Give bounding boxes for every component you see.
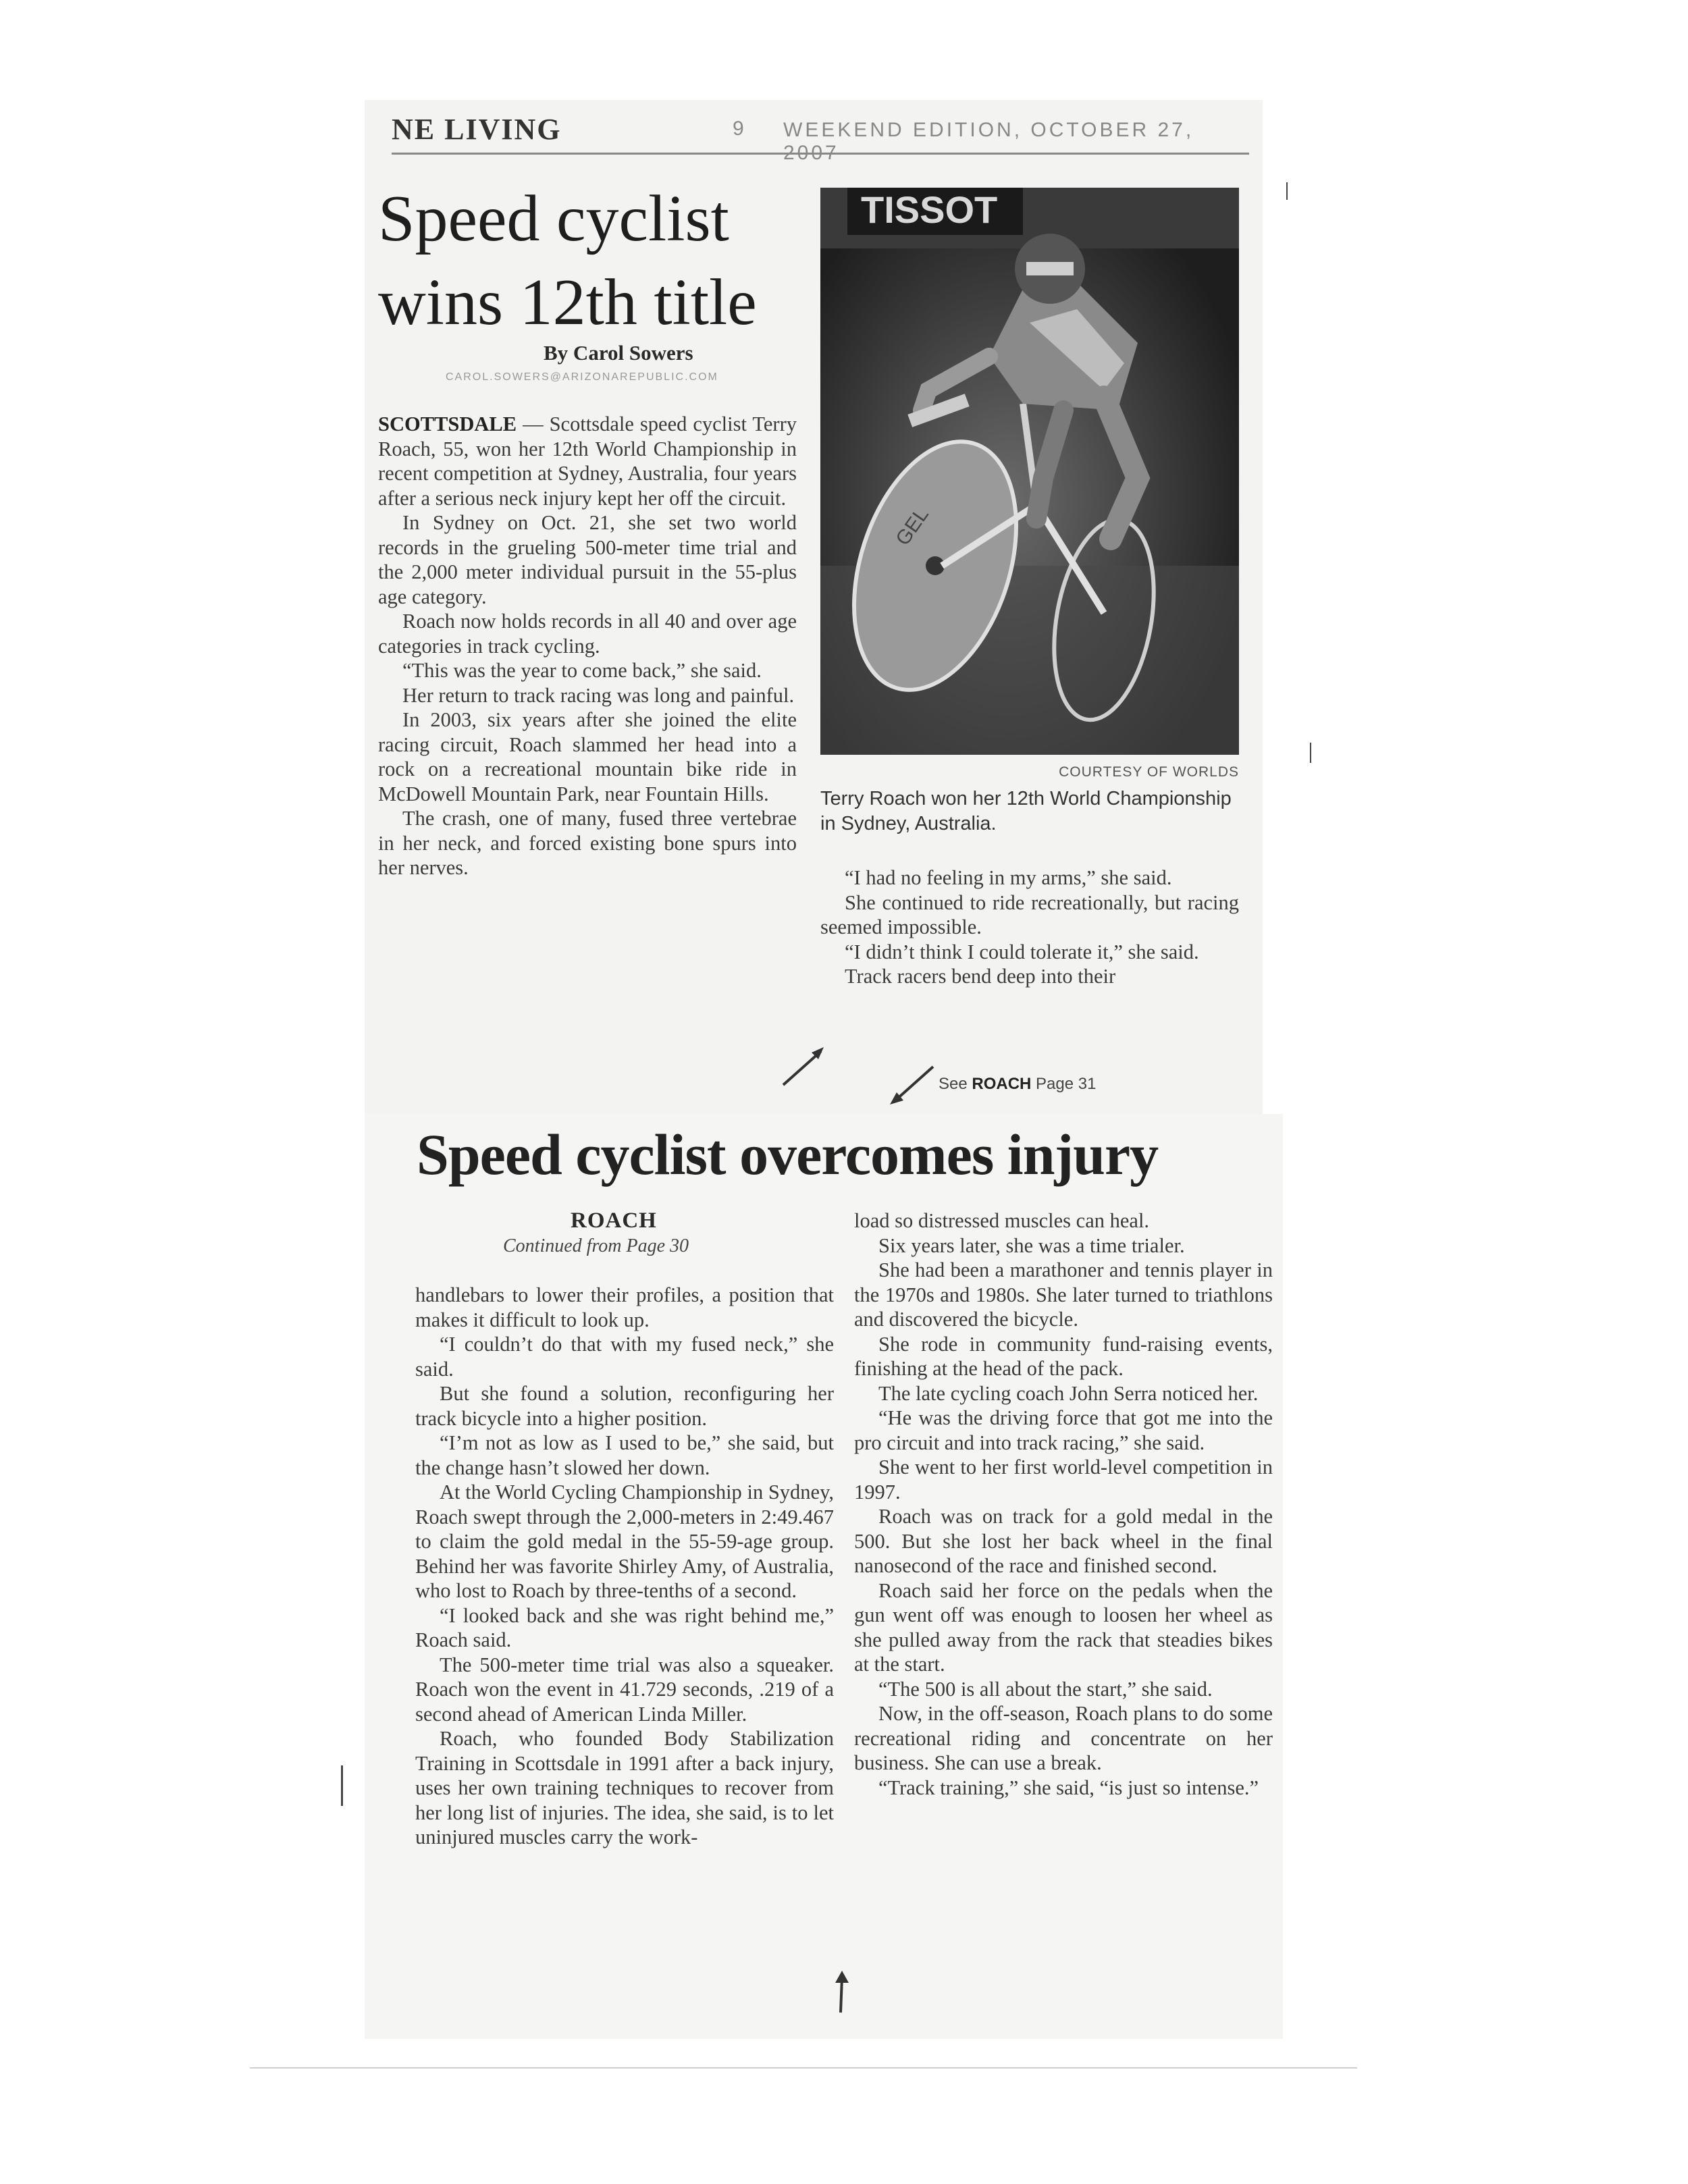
paragraph: The late cycling coach John Serra noticed her. bbox=[878, 1381, 1259, 1405]
paragraph: In Sydney on Oct. 21, she set two world records in the grueling 500-meter time trial and the 2,000 meter individual pursuit in the 55-plus age category. bbox=[378, 511, 797, 608]
paragraph: Roach now holds records in all 40 and over age categories in track cycling. bbox=[378, 610, 797, 658]
cyclist-photo bbox=[820, 188, 1239, 755]
paragraph: She rode in community fund-raising events, finishing at the head of the pack. bbox=[854, 1332, 1273, 1380]
article-column-2 bbox=[820, 865, 1239, 989]
paragraph: Her return to track racing was long and painful. bbox=[402, 683, 795, 707]
paragraph: She went to her first world-level competition in 1997. bbox=[854, 1456, 1273, 1503]
hand-drawn-arrow-icon bbox=[776, 1043, 830, 1090]
hand-drawn-arrow-icon bbox=[885, 1061, 939, 1109]
paragraph: “He was the driving force that got me into the pro circuit and into track racing,” she said. bbox=[854, 1406, 1273, 1454]
paragraph: “I’m not as low as I used to be,” she said, but the change hasn’t slowed her down. bbox=[415, 1431, 834, 1479]
paragraph: “This was the year to come back,” she said. bbox=[402, 659, 762, 682]
continued-from: Continued from Page 30 bbox=[503, 1235, 689, 1256]
jump-prefix: See bbox=[939, 1075, 972, 1093]
paragraph: “I didn’t think I could tolerate it,” she said. bbox=[845, 940, 1199, 963]
photo-sign-text: TISSOT bbox=[861, 188, 998, 231]
paragraph: The 500-meter time trial was also a squeaker. Roach won the event in 41.729 seconds, .219 of a second ahead of American Linda Miller. bbox=[415, 1653, 834, 1726]
scan-edge-line bbox=[250, 2067, 1357, 2069]
paragraph: She continued to ride recreationally, but racing seemed impossible. bbox=[820, 890, 1239, 938]
dateline-word: SCOTTSDALE bbox=[378, 412, 517, 435]
jump-keyword: ROACH bbox=[972, 1075, 1032, 1093]
jump-line bbox=[939, 1075, 1096, 1094]
paragraph: But she found a solution, reconfiguring her track bicycle into a higher position. bbox=[415, 1382, 834, 1430]
paragraph: In 2003, six years after she joined the elite racing circuit, Roach slammed her head into a rock on a recreational mountain bike ride in McDowell Mountain Park, near Fountain Hills. bbox=[378, 708, 797, 805]
paragraph: At the World Cycling Championship in Sydney, Roach swept through the 2,000-meters in 2:49.467 to claim the gold medal in the 55-59-age group. Behind her was favorite Shirley Amy, of Australia, who lost to Roach by three-tenths of a second. bbox=[415, 1481, 834, 1602]
paragraph: She had been a marathoner and tennis player in the 1970s and 1980s. She later turned to triathlons and discovered the bicycle. bbox=[854, 1258, 1273, 1331]
photo-wheel-text: GEL bbox=[891, 504, 933, 550]
scan-mark bbox=[1286, 182, 1288, 200]
paragraph: load so distressed muscles can heal. bbox=[854, 1209, 1150, 1232]
page-header bbox=[392, 112, 1249, 164]
byline: By Carol Sowers bbox=[544, 341, 693, 365]
paragraph: Six years later, she was a time trialer. bbox=[878, 1233, 1185, 1257]
edition-dateline: WEEKEND EDITION, OCTOBER 27, 2007 bbox=[783, 119, 1194, 164]
headline-main bbox=[378, 177, 797, 344]
lead-text: — Scottsdale speed cyclist Terry Roach, 55, won her 12th World Championship in recent competition at Sydney, Australia, four years after a serious neck injury kept her off the circuit. bbox=[378, 412, 797, 510]
paragraph: “I looked back and she was right behind me,” Roach said. bbox=[415, 1603, 834, 1651]
headline-main-line1: Speed cyclist bbox=[378, 182, 729, 255]
paragraph: “Track training,” she said, “is just so intense.” bbox=[878, 1776, 1259, 1799]
headline-jump: Speed cyclist overcomes injury bbox=[417, 1122, 1159, 1187]
section-name: NE LIVING bbox=[392, 113, 562, 146]
paragraph: Roach said her force on the pedals when the gun went off was enough to loosen her wheel as she pulled away from the rack that steadies bikes at the start. bbox=[854, 1578, 1273, 1676]
paragraph: “I had no feeling in my arms,” she said. bbox=[845, 866, 1172, 889]
paragraph: “The 500 is all about the start,” she said. bbox=[878, 1677, 1213, 1701]
paragraph: The crash, one of many, fused three vertebrae in her neck, and forced existing bone spurs into her nerves. bbox=[378, 807, 797, 879]
page-number: 9 bbox=[733, 117, 744, 140]
article-column-1 bbox=[378, 412, 797, 880]
cyclist-photo-graphic bbox=[820, 188, 1239, 755]
jump-kicker: ROACH bbox=[571, 1208, 657, 1233]
paragraph: handlebars to lower their profiles, a position that makes it difficult to look up. bbox=[415, 1283, 834, 1331]
headline-main-line2: wins 12th title bbox=[378, 266, 757, 339]
paragraph: Roach, who founded Body Stabilization Training in Scottsdale in 1991 after a back injury, uses her own training techniques to recover from her long list of injuries. The idea, she said, is to let uninjured muscles carry the work- bbox=[415, 1727, 834, 1848]
article-column-4 bbox=[854, 1208, 1273, 1800]
author-email: CAROL.SOWERS@ARIZONAREPUBLIC.COM bbox=[446, 371, 718, 383]
paragraph: Roach was on track for a gold medal in the 500. But she lost her back wheel in the final nanosecond of the race and finished second. bbox=[854, 1505, 1273, 1577]
article-column-3 bbox=[415, 1283, 834, 1850]
photo-credit: COURTESY OF WORLDS bbox=[1059, 764, 1239, 780]
paragraph: Now, in the off-season, Roach plans to do some recreational riding and concentrate on her business. She can use a break. bbox=[854, 1702, 1273, 1774]
lead-paragraph bbox=[378, 412, 797, 510]
paragraph: Track racers bend deep into their bbox=[845, 965, 1116, 988]
photo-caption: Terry Roach won her 12th World Championship in Sydney, Australia. bbox=[820, 788, 1232, 834]
paragraph: “I couldn’t do that with my fused neck,” she said. bbox=[415, 1333, 834, 1381]
jump-page: Page 31 bbox=[1031, 1075, 1097, 1093]
hand-drawn-arrow-icon bbox=[827, 1968, 854, 2015]
scan-mark bbox=[341, 1765, 343, 1806]
scan-mark bbox=[1310, 743, 1311, 763]
